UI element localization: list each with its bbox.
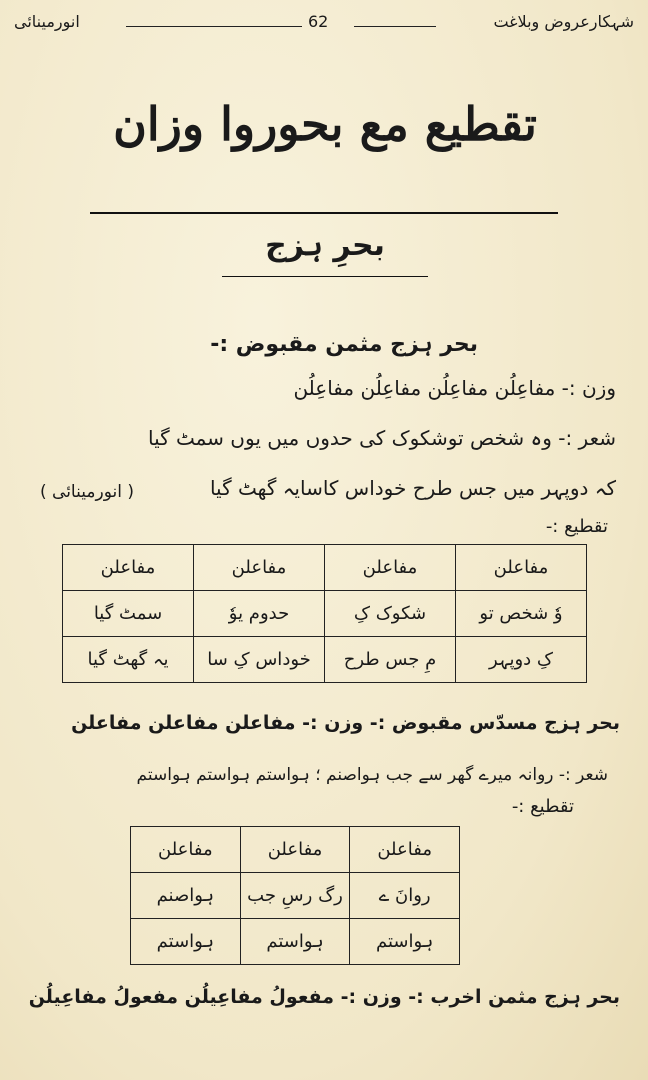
- table-cell: حدوم یوٗ: [194, 591, 325, 637]
- table-cell: روانَ ے: [350, 873, 460, 919]
- header-rule-left: [126, 26, 302, 27]
- scansion-table-1: [62, 544, 587, 683]
- table-row: [63, 591, 587, 637]
- table-cell: مفاعلن: [240, 827, 350, 873]
- table-cell: سمٹ گیا: [63, 591, 194, 637]
- table-row: [131, 919, 460, 965]
- table-cell: ہواستم: [350, 919, 460, 965]
- title-underline: [90, 212, 558, 214]
- table-cell: مفاعلن: [456, 545, 587, 591]
- section2-taqti-label: تقطیع :-: [511, 796, 574, 817]
- table-cell: مفاعلن: [63, 545, 194, 591]
- section3-heading: بحر ہزج مثمن اخرب :- وزن :- مفعولُ مفاعِیلُن مفعولُ مفاعِیلُن: [28, 986, 620, 1008]
- table-row: [131, 827, 460, 873]
- table-cell: رگ رسِ جب: [240, 873, 350, 919]
- section2-verse: شعر :- روانہ میرے گھر سے جب ہواصنم ؛ ہواستم ہواستم ہواستم: [136, 765, 608, 785]
- table-cell: مفاعلن: [350, 827, 460, 873]
- table-row: [131, 873, 460, 919]
- page-subtitle: بحرِ ہزج: [265, 228, 385, 263]
- section1-verse-1: شعر :- وہ شخص توشکوک کی حدوں میں یوں سمٹ گیا: [147, 426, 616, 450]
- table-row: [63, 637, 587, 683]
- table-cell: ہواستم: [240, 919, 350, 965]
- scansion-table-2: [130, 826, 460, 965]
- table-cell: مفاعلن: [131, 827, 241, 873]
- table-cell: وٗ شخص تو: [456, 591, 587, 637]
- table-cell: مفاعلن: [194, 545, 325, 591]
- table-cell: مِ جس طرح: [325, 637, 456, 683]
- poet-credit: ( انورمینائی ): [40, 482, 134, 502]
- section1-verse-2: کہ دوپہر میں جس طرح خوداس کاسایہ گھٹ گیا: [209, 476, 616, 500]
- table-cell: ہواستم: [131, 919, 241, 965]
- subtitle-underline: [222, 276, 428, 277]
- table-cell: ہواصنم: [131, 873, 241, 919]
- table-cell: مفاعلن: [325, 545, 456, 591]
- table-cell: یہ گھٹ گیا: [63, 637, 194, 683]
- section1-heading: بحر ہزج مثمن مقبوض :-: [210, 332, 478, 357]
- table-cell: شکوک کِ: [325, 591, 456, 637]
- table-row: [63, 545, 587, 591]
- table-cell: کِ دوپہر: [456, 637, 587, 683]
- section1-meter: وزن :- مفاعِلُن مفاعِلُن مفاعِلُن مفاعِلُن: [293, 376, 616, 400]
- page-number: 62: [308, 12, 329, 31]
- table-cell: خوداس کِ سا: [194, 637, 325, 683]
- page-header: [14, 10, 634, 40]
- header-author: انورمینائی: [14, 12, 80, 31]
- section1-taqti-label: تقطیع :-: [545, 516, 608, 537]
- section2-heading: بحر ہزج مسدّس مقبوض :- وزن :- مفاعلن مفاعلن مفاعلن: [71, 712, 620, 734]
- page-title: تقطیع مع بحوروا وزان: [113, 97, 537, 151]
- header-book-title: شہکارعروض وبلاغت: [493, 12, 634, 31]
- header-rule-right: [354, 26, 436, 27]
